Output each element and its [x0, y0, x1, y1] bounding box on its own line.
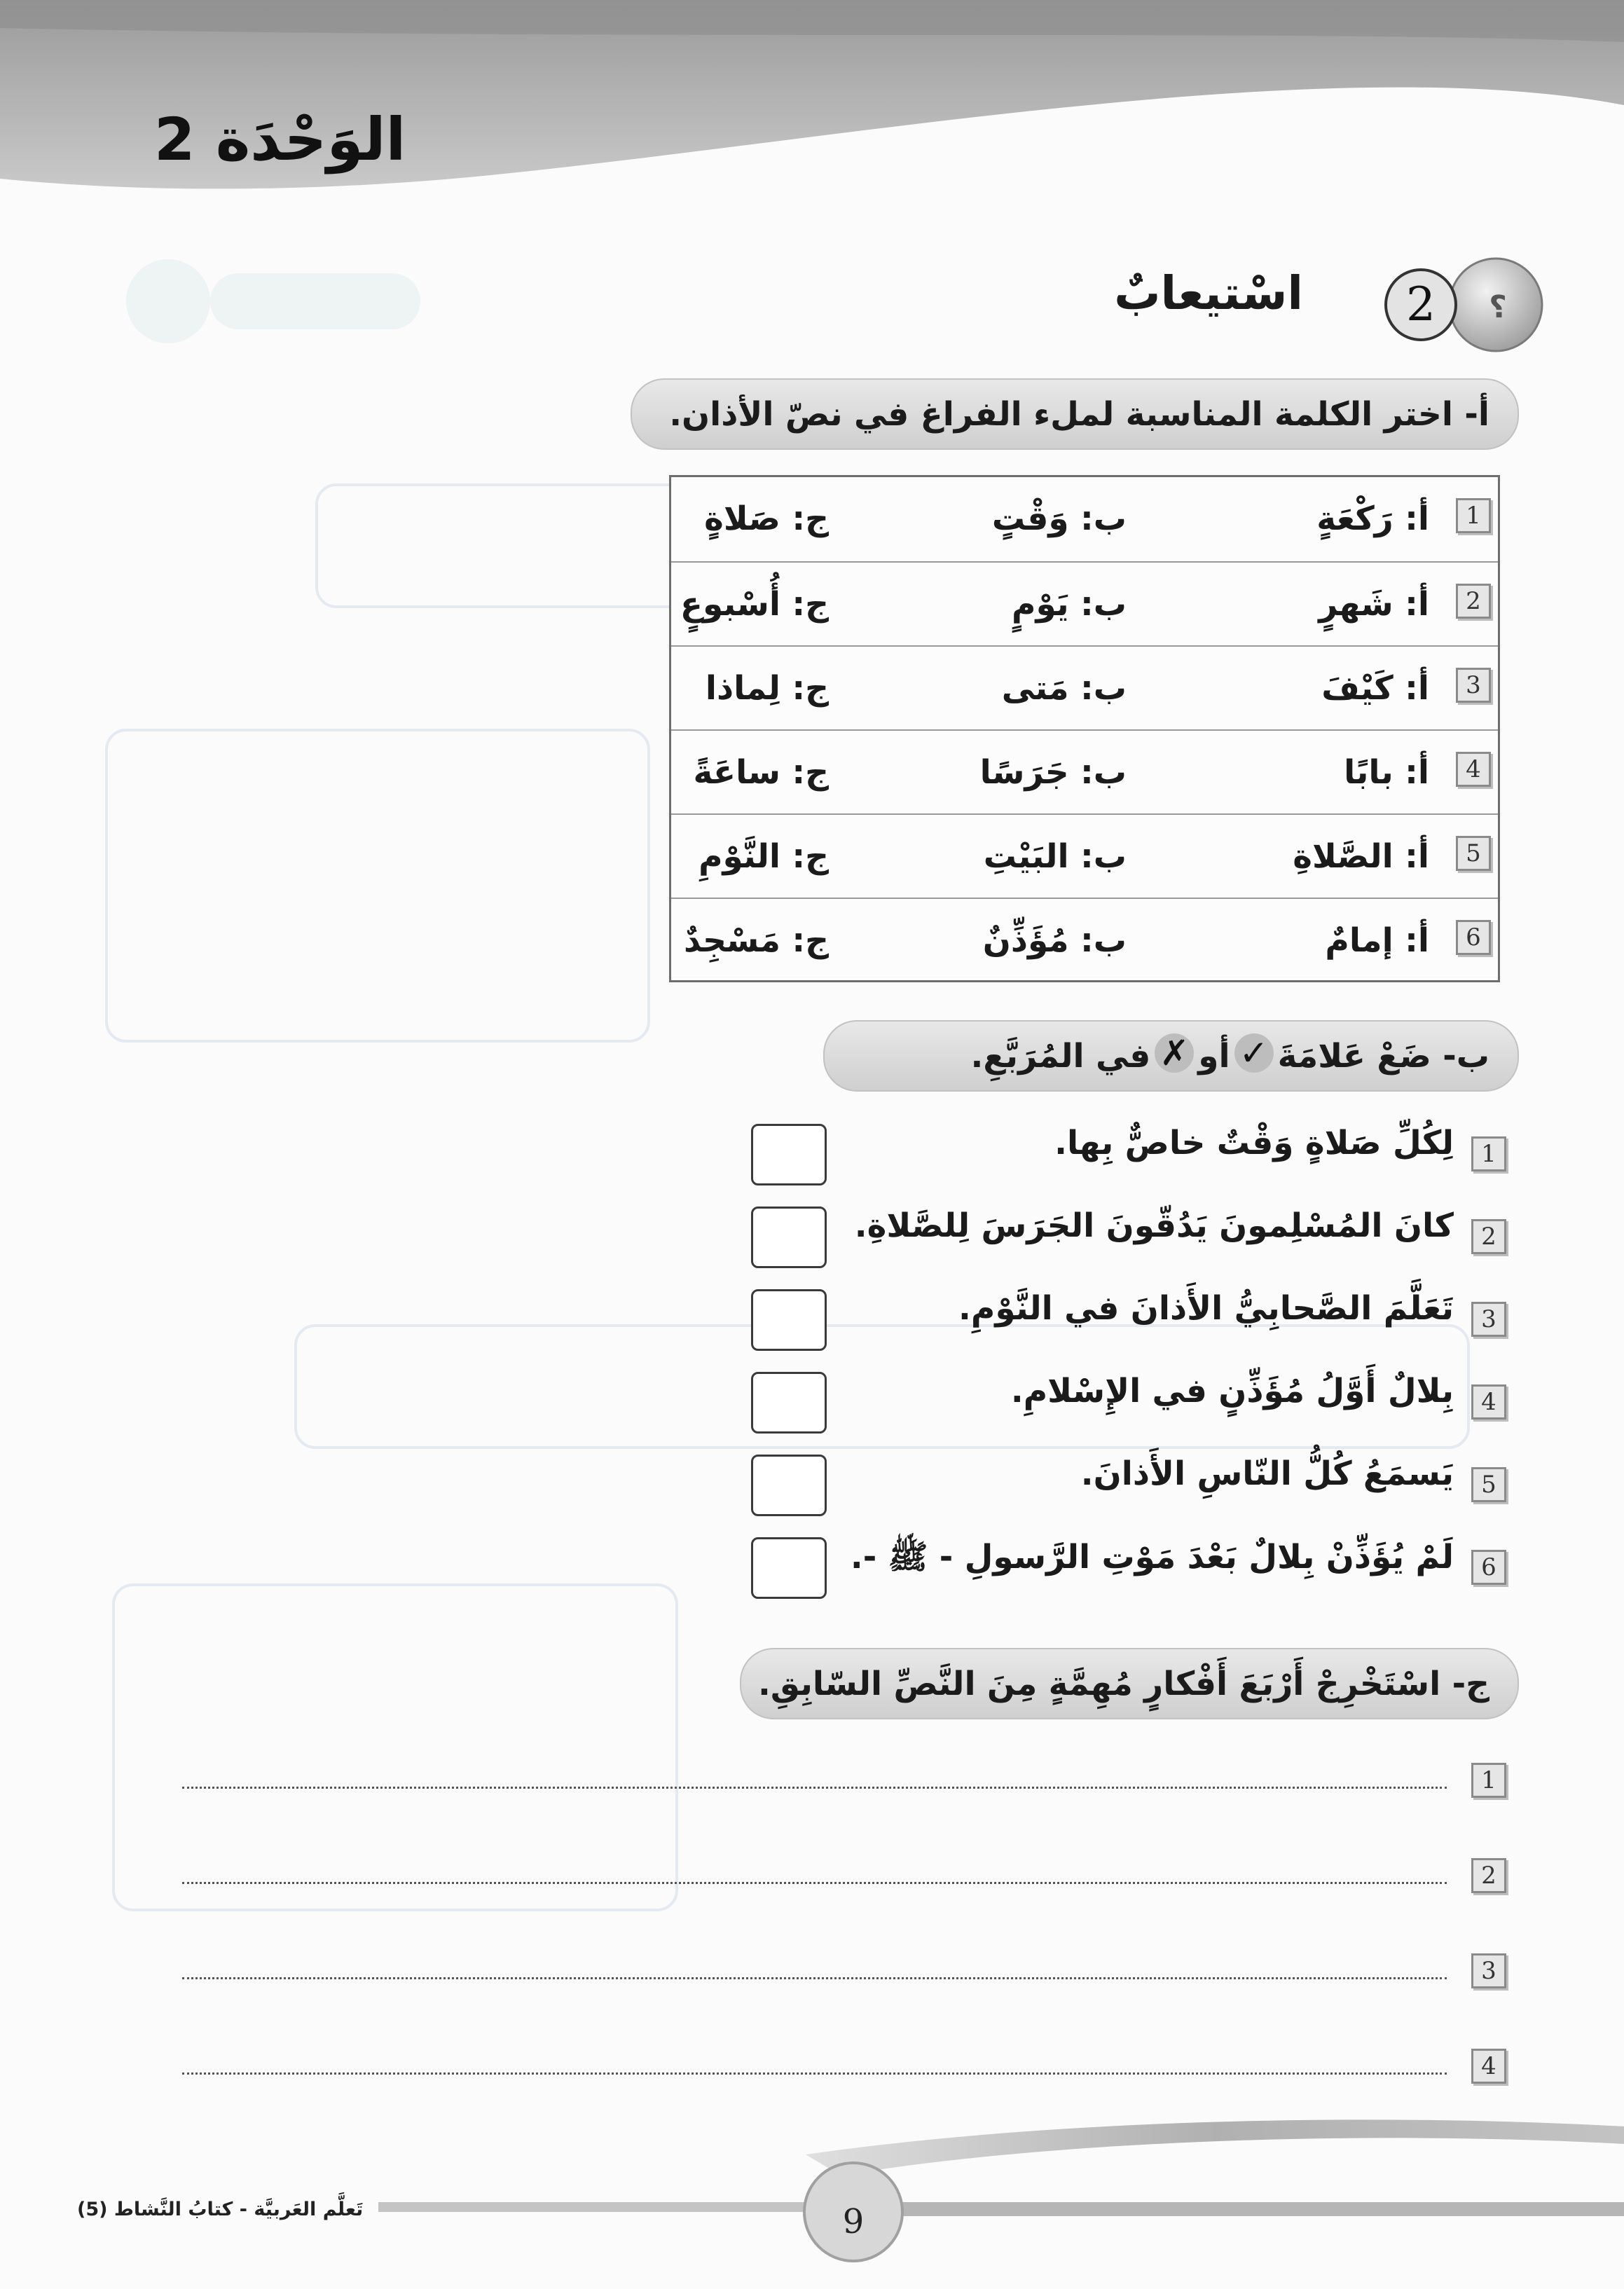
option-b[interactable]: ب: جَرَسًا — [979, 753, 1127, 792]
answer-line[interactable] — [182, 1946, 1506, 1995]
line-number: 1 — [1471, 1763, 1506, 1798]
statement-text: تَعَلَّمَ الصَّحابِيُّ الأَذانَ في النَّوْمِ. — [958, 1289, 1454, 1328]
dotted-line — [182, 1977, 1447, 1979]
unit-title: الوَحْدَة 2 — [154, 105, 406, 174]
answer-line[interactable] — [182, 1851, 1506, 1900]
row-number: 1 — [1456, 498, 1491, 533]
option-b[interactable]: ب: مَتى — [1001, 669, 1127, 708]
row-number: 3 — [1456, 668, 1491, 703]
instruction-part-a: أ- اختر الكلمة المناسبة لملء الفراغ في نصّ الأذان. — [631, 378, 1519, 450]
statement-text: لَمْ يُؤَذِّنْ بِلالٌ بَعْدَ مَوْتِ الرَّسولِ - ﷺ -. — [850, 1538, 1454, 1576]
instruction-text: ب- ضَعْ عَلامَةَ — [1277, 1036, 1489, 1075]
item-number: 5 — [1471, 1467, 1506, 1502]
item-number: 6 — [1471, 1550, 1506, 1585]
option-a[interactable]: أ: بابًا — [1344, 753, 1429, 792]
line-number: 3 — [1471, 1953, 1506, 1988]
row-number: 6 — [1456, 920, 1491, 955]
ghost-section-badge — [105, 252, 427, 350]
book-title: تَعلَّم العَربيَّة - كتابُ النَّشاط (5) — [77, 2199, 364, 2220]
option-a[interactable]: أ: إمامٌ — [1325, 921, 1429, 960]
answer-line[interactable] — [182, 2042, 1506, 2091]
true-false-item — [743, 1279, 1506, 1356]
answer-box[interactable] — [751, 1124, 827, 1185]
option-c[interactable]: ج: ساعَةً — [693, 753, 829, 792]
option-b[interactable]: ب: يَوْمٍ — [1012, 585, 1127, 624]
option-c[interactable]: ج: النَّوْمِ — [699, 837, 829, 876]
statement-text: بِلالٌ أَوَّلُ مُؤَذِّنٍ في الإِسْلامِ. — [1010, 1372, 1454, 1410]
line-number: 4 — [1471, 2049, 1506, 2084]
choice-row — [671, 645, 1498, 731]
option-b[interactable]: ب: مُؤَذِّنٌ — [982, 921, 1127, 960]
statement-text: كانَ المُسْلِمونَ يَدُقّونَ الجَرَسَ لِلصَّلاةِ. — [854, 1207, 1454, 1245]
page-number: 9 — [842, 2202, 865, 2241]
instruction-part-c: ج- اسْتَخْرِجْ أَرْبَعَ أَفْكارٍ مُهِمَّةٍ مِنَ النَّصِّ السّابِقِ. — [740, 1648, 1519, 1719]
dotted-line — [182, 1882, 1447, 1884]
cross-mark-icon: ✗ — [1155, 1033, 1194, 1073]
dotted-line — [182, 1787, 1447, 1789]
true-false-item — [743, 1527, 1506, 1604]
statement-text: يَسمَعُ كُلُّ النّاسِ الأَذانَ. — [1080, 1455, 1454, 1493]
section-number: 2 — [1406, 277, 1436, 331]
true-false-item — [743, 1114, 1506, 1191]
statement-text: لِكُلِّ صَلاةٍ وَقْتٌ خاصٌّ بِها. — [1054, 1124, 1454, 1162]
option-c[interactable]: ج: صَلاةٍ — [704, 500, 829, 538]
section-title: اسْتيعابٌ — [1114, 266, 1303, 320]
instruction-text: في المُرَبَّعِ. — [970, 1036, 1151, 1075]
option-a[interactable]: أ: رَكْعَةٍ — [1316, 500, 1429, 538]
choice-row — [671, 813, 1498, 899]
row-number: 2 — [1456, 584, 1491, 619]
choice-row — [671, 898, 1498, 983]
item-number: 3 — [1471, 1302, 1506, 1337]
true-false-item — [743, 1362, 1506, 1439]
answer-box[interactable] — [751, 1372, 827, 1434]
true-false-item — [743, 1445, 1506, 1522]
svg-text:؟: ؟ — [1489, 289, 1507, 325]
answer-line[interactable] — [182, 1756, 1506, 1805]
item-number: 1 — [1471, 1136, 1506, 1171]
option-b[interactable]: ب: وَقْتٍ — [991, 500, 1127, 538]
dotted-line — [182, 2073, 1447, 2075]
answer-box[interactable] — [751, 1455, 827, 1516]
show-through-shape — [105, 729, 650, 1043]
instruction-part-b — [823, 1020, 1519, 1092]
footer-band — [0, 2091, 1624, 2289]
choice-row — [671, 477, 1498, 561]
option-a[interactable]: أ: شَهرٍ — [1319, 585, 1429, 624]
true-false-item — [743, 1197, 1506, 1274]
choice-row — [671, 729, 1498, 815]
choice-table — [669, 475, 1500, 982]
option-c[interactable]: ج: أُسْبوعٍ — [680, 585, 829, 624]
check-mark-icon: ✓ — [1234, 1033, 1274, 1073]
option-c[interactable]: ج: لِماذا — [705, 669, 829, 708]
section-badge — [1310, 256, 1548, 354]
row-number: 5 — [1456, 836, 1491, 871]
option-c[interactable]: ج: مَسْجِدٌ — [684, 921, 829, 960]
instruction-text: أو — [1198, 1036, 1230, 1075]
answer-box[interactable] — [751, 1537, 827, 1599]
answer-box[interactable] — [751, 1289, 827, 1351]
choice-row — [671, 561, 1498, 647]
line-number: 2 — [1471, 1858, 1506, 1893]
item-number: 4 — [1471, 1384, 1506, 1420]
option-a[interactable]: أ: الصَّلاةِ — [1293, 837, 1429, 876]
item-number: 2 — [1471, 1219, 1506, 1254]
option-a[interactable]: أ: كَيْفَ — [1321, 669, 1429, 708]
option-b[interactable]: ب: البَيْتِ — [983, 837, 1127, 876]
answer-box[interactable] — [751, 1207, 827, 1268]
row-number: 4 — [1456, 752, 1491, 787]
